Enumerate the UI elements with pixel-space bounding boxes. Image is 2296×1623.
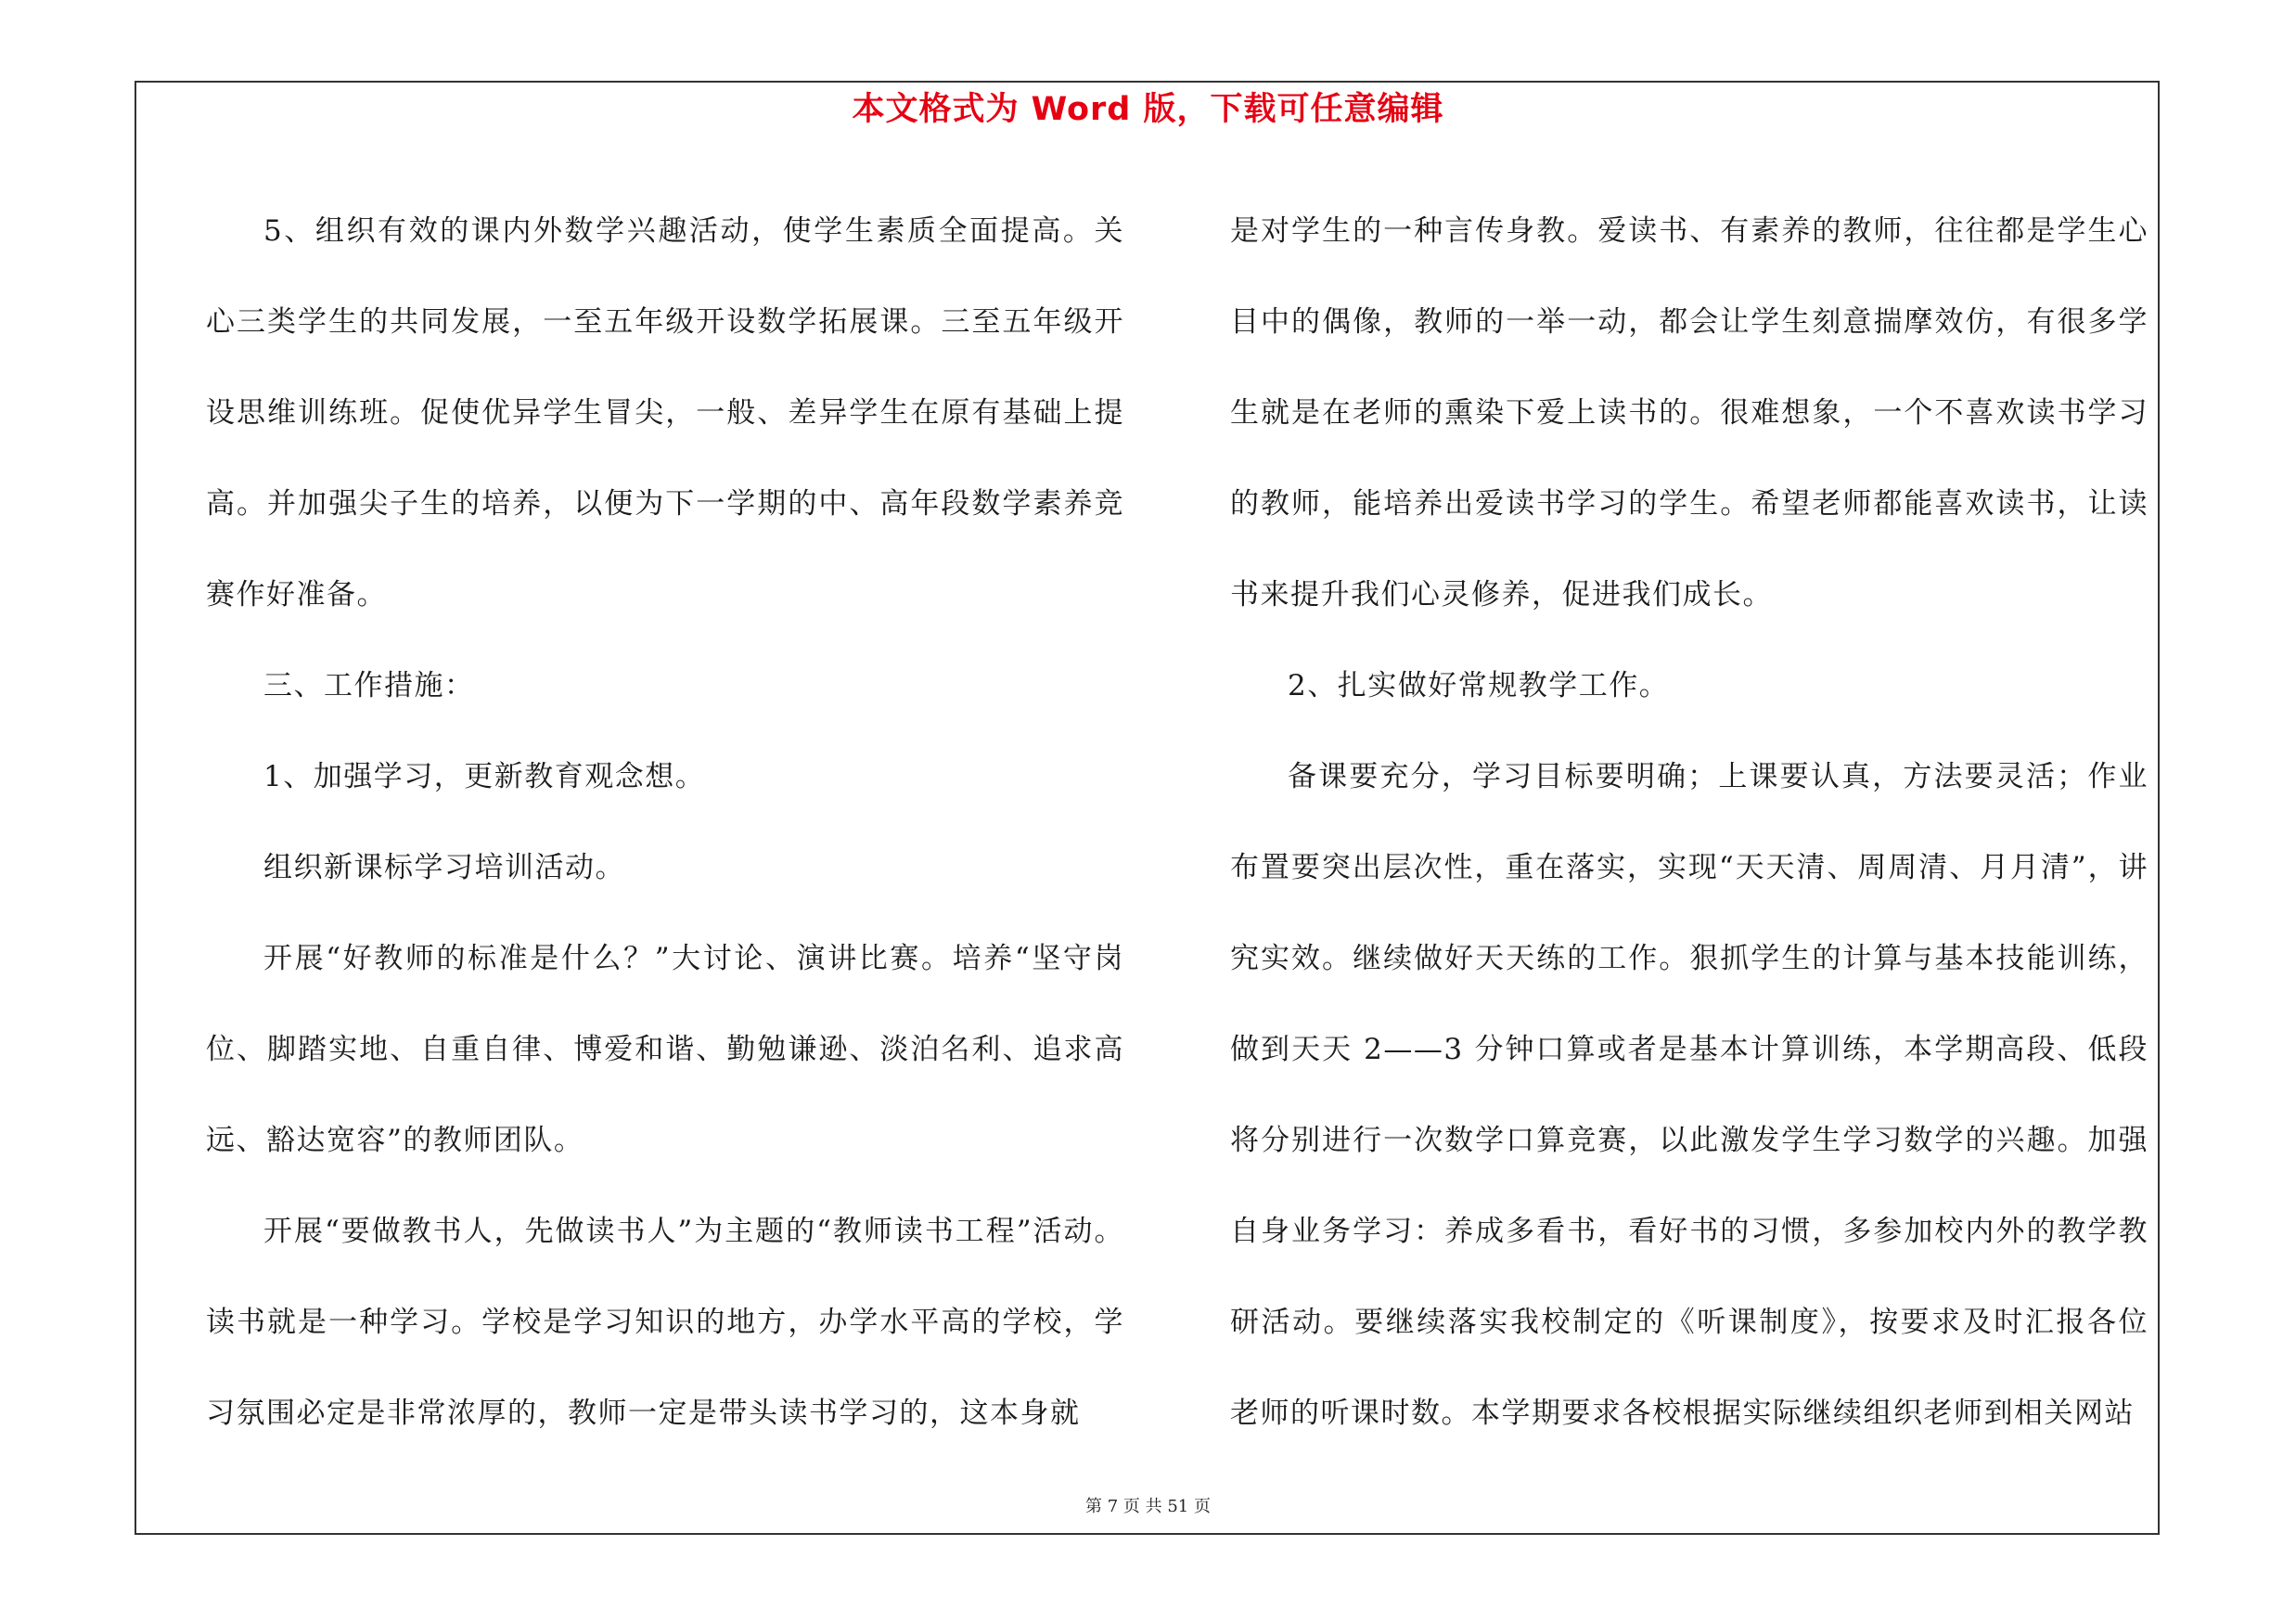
paragraph: 5、组织有效的课内外数学兴趣活动，使学生素质全面提高。关心三类学生的共同发展，一至五年级开设数学拓展课。三至五年级开设思维训练班。促使优异学生冒尖，一般、差异学生在原有基础上提高。并加强尖子生的培养，以便为下一学期的中、高年段数学素养竞赛作好准备。	[206, 214, 1124, 612]
page-number: 第 7 页 共 51 页	[1085, 1497, 1211, 1516]
section-heading: 三、工作措施：	[263, 669, 475, 702]
paragraph: 备课要充分，学习目标要明确；上课要认真，方法要灵活；作业布置要突出层次性，重在落实，实现“天天清、周周清、月月清”，讲究实效。继续做好天天练的工作。狠抓学生的计算与基本技能训练，做到天天 2——3 分钟口算或者是基本计算训练，本学期高段、低段将分别进行一次数学口算竞赛，以此激发学生学习数学的兴趣。加强自身业务学习：养成多看书，看好书的习惯，多参加校内外的教学教研活动。要继续落实我校制定的《听课制度》，按要求及时汇报各位老师的听课时数。本学期要求各校根据实际继续组织老师到相关网站	[1230, 760, 2148, 1430]
paragraph: 1、加强学习，更新教育观念想。	[263, 760, 706, 793]
format-notice-banner: 本文格式为 Word 版，下载可任意编辑	[852, 91, 1444, 128]
paragraph-continued: 是对学生的一种言传身教。爱读书、有素养的教师，往往都是学生心目中的偶像，教师的一举一动，都会让学生刻意揣摩效仿，有很多学生就是在老师的熏染下爱上读书的。很难想象，一个不喜欢读书学习的教师，能培养出爱读书学习的学生。希望老师都能喜欢读书，让读书来提升我们心灵修养，促进我们成长。	[1230, 214, 2148, 612]
left-column	[206, 186, 1124, 1459]
paragraph: 开展“要做教书人，先做读书人”为主题的“教师读书工程”活动。读书就是一种学习。学校是学习知识的地方，办学水平高的学校，学习氛围必定是非常浓厚的，教师一定是带头读书学习的，这本身就	[206, 1215, 1124, 1430]
paragraph: 2、扎实做好常规教学工作。	[1288, 669, 1670, 702]
paragraph: 组织新课标学习培训活动。	[263, 851, 625, 884]
right-column	[1230, 186, 2148, 1459]
paragraph: 开展“好教师的标准是什么？”大讨论、演讲比赛。培养“坚守岗位、脚踏实地、自重自律、博爱和谐、勤勉谦逊、淡泊名利、追求高远、豁达宽容”的教师团队。	[206, 942, 1124, 1157]
